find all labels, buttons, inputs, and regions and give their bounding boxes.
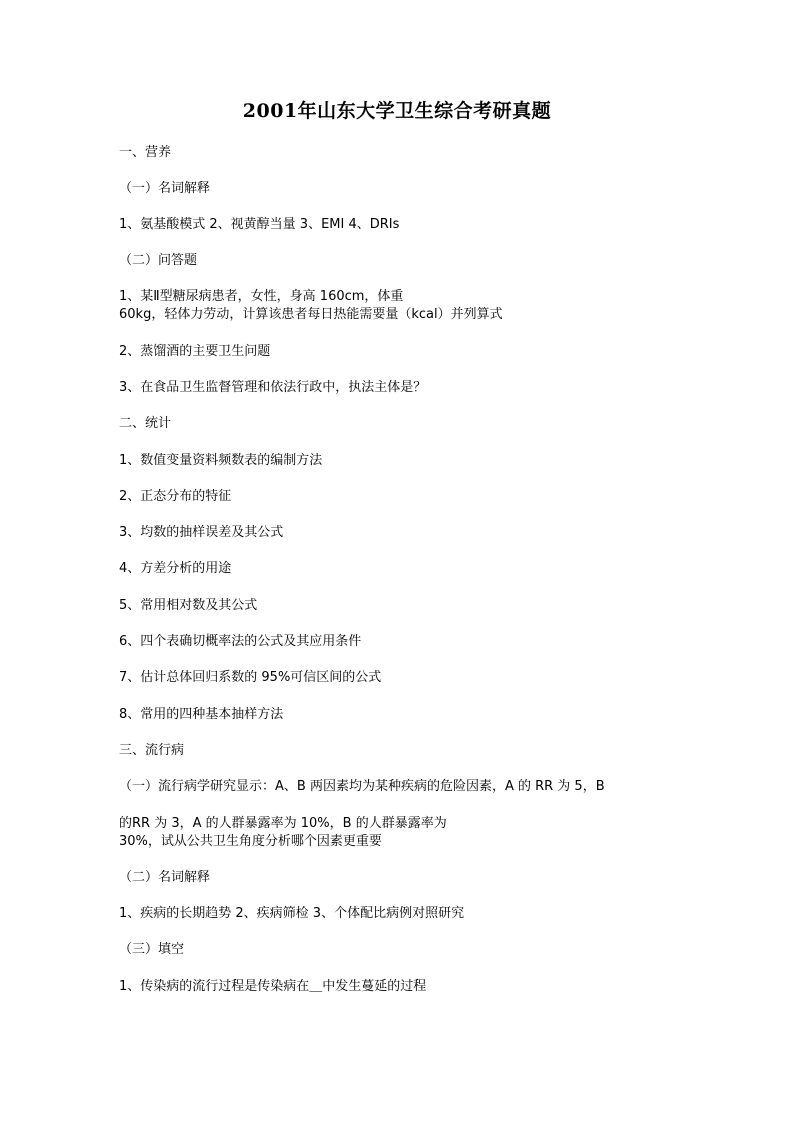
question-line: 30%，试从公共卫生角度分析哪个因素更重要 — [119, 834, 382, 849]
list-item: 6、四个表确切概率法的公式及其应用条件 — [119, 634, 362, 649]
subsection-heading: （二）问答题 — [119, 253, 198, 268]
question-line: 60kg，轻体力劳动，计算该患者每日热能需要量（kcal）并列算式 — [119, 307, 503, 322]
question-line: 1、传染病的流行过程是传染病在＿中发生蔓延的过程 — [119, 979, 427, 994]
list-item: 4、方差分析的用途 — [119, 561, 232, 576]
list-item: 5、常用相对数及其公式 — [119, 598, 258, 613]
question-line: 3、在食品卫生监督管理和依法行政中，执法主体是？ — [119, 380, 427, 395]
list-item: 8、常用的四种基本抽样方法 — [119, 707, 284, 722]
section-heading-statistics: 二、统计 — [119, 416, 172, 431]
question-line: 的RR 为 3，A 的人群暴露率为 10%，B 的人群暴露率为 — [119, 816, 447, 831]
subsection-heading: （二）名词解释 — [119, 870, 211, 885]
subsection-heading: （三）填空 — [119, 942, 185, 957]
question-line: （一）流行病学研究显示：A、B 两因素均为某种疾病的危险因素，A 的 RR 为 5，B — [119, 779, 605, 794]
question-line: 1、某Ⅱ型糖尿病患者，女性，身高 160cm，体重 — [119, 289, 404, 304]
list-item: 3、均数的抽样误差及其公式 — [119, 525, 284, 540]
section-heading-epidemiology: 三、流行病 — [119, 743, 185, 758]
list-item: 7、估计总体回归系数的 95%可信区间的公式 — [119, 670, 382, 685]
section-heading-nutrition: 一、营养 — [119, 145, 172, 160]
term-list: 1、疾病的长期趋势 2、疾病筛检 3、个体配比病例对照研究 — [119, 906, 465, 921]
document-title: 2001年山东大学卫生综合考研真题 — [242, 100, 552, 122]
term-list: 1、氨基酸模式 2、视黄醇当量 3、EMI 4、DRIs — [119, 217, 400, 232]
question-line: 2、蒸馏酒的主要卫生问题 — [119, 344, 271, 359]
list-item: 1、数值变量资料频数表的编制方法 — [119, 453, 323, 468]
list-item: 2、正态分布的特征 — [119, 489, 232, 504]
subsection-heading: （一）名词解释 — [119, 181, 211, 196]
